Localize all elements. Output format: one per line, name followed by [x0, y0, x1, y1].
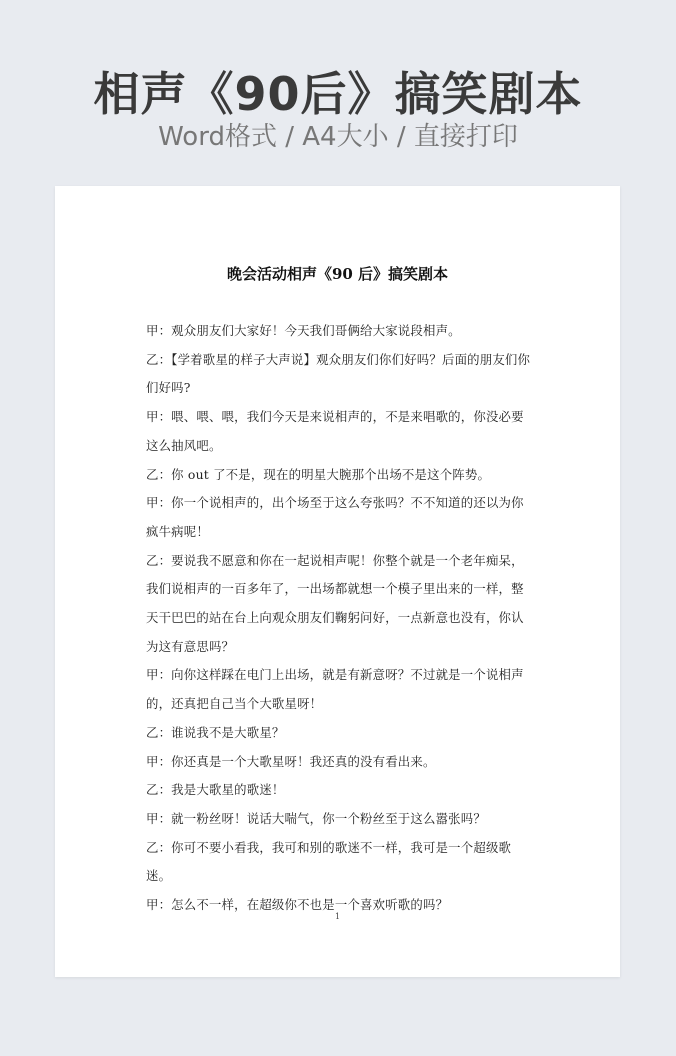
banner — [0, 0, 676, 186]
dialogue-line: 乙：要说我不愿意和你在一起说相声呢！你整个就是一个老年痴呆，我们说相声的一百多年了，一出场都就想一个模子里出来的一样，整天干巴巴的站在台上向观众朋友们鞠躬问好，一点新意也没有，你认为这有意思吗？ — [146, 552, 524, 654]
dialogue-line: 乙：【学着歌星的样子大声说】观众朋友们你们好吗？后面的朋友们你们好吗? — [146, 351, 531, 396]
document-title: 晚会活动相声《90 后》搞笑剧本 — [226, 265, 449, 283]
dialogue-line: 甲：向你这样踩在电门上出场，就是有新意呀？不过就是一个说相声的，还真把自己当个大歌星呀！ — [146, 667, 524, 712]
banner-subtitle: Word格式 / A4大小 / 直接打印 — [158, 122, 518, 152]
dialogue-line: 甲：你一个说相声的，出个场至于这么夸张吗？不不知道的还以为你疯牛病呢！ — [146, 495, 524, 539]
dialogue-line: 乙：我是大歌星的歌迷！ — [146, 782, 285, 798]
dialogue-line: 乙：你 out 了不是，现在的明星大腕那个出场不是这个阵势。 — [146, 466, 491, 482]
page-number: 1 — [334, 912, 341, 921]
document-page — [55, 186, 620, 977]
dialogue-line: 甲：喂、喂、喂，我们今天是来说相声的，不是来唱歌的，你没必要这么抽风吧。 — [146, 409, 524, 453]
dialogue-line: 乙：你可不要小看我，我可和别的歌迷不一样，我可是一个超级歌迷。 — [146, 839, 512, 884]
dialogue-line: 甲：观众朋友们大家好！今天我们哥俩给大家说段相声。 — [146, 323, 461, 338]
dialogue-line: 甲：你还真是一个大歌星呀！我还真的没有看出来。 — [146, 753, 436, 769]
dialogue-line: 甲：怎么不一样，在超级你不也是一个喜欢听歌的吗？ — [146, 897, 449, 913]
dialogue-line: 甲：就一粉丝呀！说话大喘气，你一个粉丝至于这么嚣张吗？ — [146, 810, 486, 826]
banner-title: 相声《90后》搞笑剧本 — [93, 67, 583, 121]
document-body — [146, 317, 531, 920]
dialogue-line: 乙：谁说我不是大歌星？ — [146, 724, 285, 740]
